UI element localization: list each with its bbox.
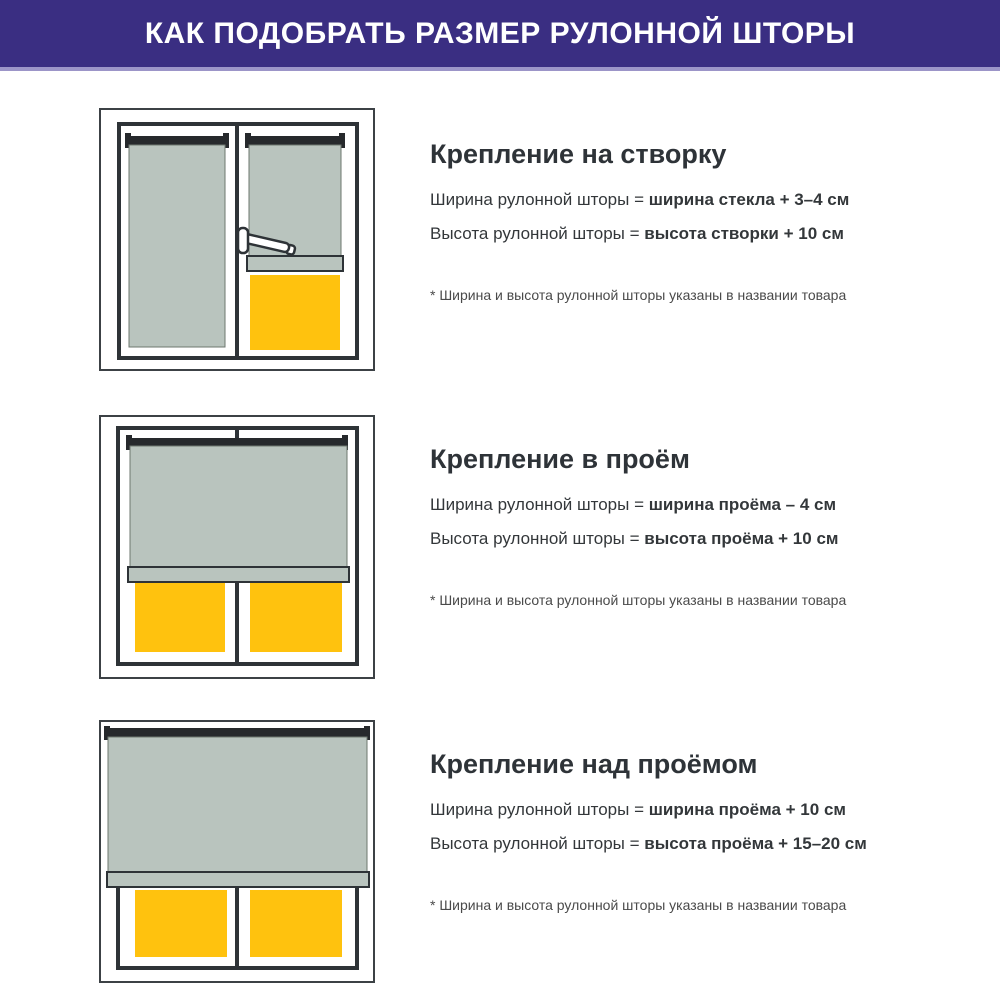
window-opening-mount-icon [99,415,375,679]
height-rule-value: высота проёма + 15–20 см [644,834,867,853]
section-title: Крепление в проём [430,444,690,474]
width-rule-value: ширина проёма + 10 см [648,800,846,819]
glass-pane-right [250,583,342,652]
glass-pane [250,275,340,350]
window-above-opening-mount-icon [99,720,375,984]
section-sash-mount [430,139,900,304]
section-opening-mount [430,444,900,609]
illustration-opening-mount [99,415,375,679]
width-rule-value: ширина стекла + 3–4 см [648,190,850,209]
glass-pane-left [135,583,225,652]
height-rule-label: Высота рулонной шторы = [430,529,645,548]
illustration-above-opening-mount [99,720,375,984]
width-rule-label: Ширина рулонной шторы = [430,190,649,209]
height-rule [430,528,900,550]
glass-pane-left [135,890,227,957]
footnote: * Ширина и высота рулонной шторы указаны в названии товара [430,287,847,303]
roller-blind [104,726,370,887]
roller-blind-left [125,133,229,347]
height-rule-label: Высота рулонной шторы = [430,224,645,243]
height-rule-value: высота створки + 10 см [644,224,844,243]
height-rule [430,223,900,245]
header-banner [0,0,1000,71]
section-title: Крепление над проёмом [430,749,758,779]
section-title: Крепление на створку [430,139,727,169]
height-rule [430,833,900,855]
height-rule-label: Высота рулонной шторы = [430,834,645,853]
width-rule [430,494,900,516]
height-rule-value: высота проёма + 10 см [644,529,839,548]
illustration-sash-mount [99,108,375,372]
roller-blind [126,435,349,582]
page-title: КАК ПОДОБРАТЬ РАЗМЕР РУЛОННОЙ ШТОРЫ [144,16,856,50]
window-sash-mount-icon [99,108,375,372]
width-rule [430,799,900,821]
width-rule [430,189,900,211]
glass-pane-right [250,890,342,957]
width-rule-label: Ширина рулонной шторы = [430,495,649,514]
footnote: * Ширина и высота рулонной шторы указаны в названии товара [430,897,847,913]
width-rule-label: Ширина рулонной шторы = [430,800,649,819]
width-rule-value: ширина проёма – 4 см [648,495,837,514]
section-above-opening-mount [430,749,900,914]
footnote: * Ширина и высота рулонной шторы указаны в названии товара [430,592,847,608]
